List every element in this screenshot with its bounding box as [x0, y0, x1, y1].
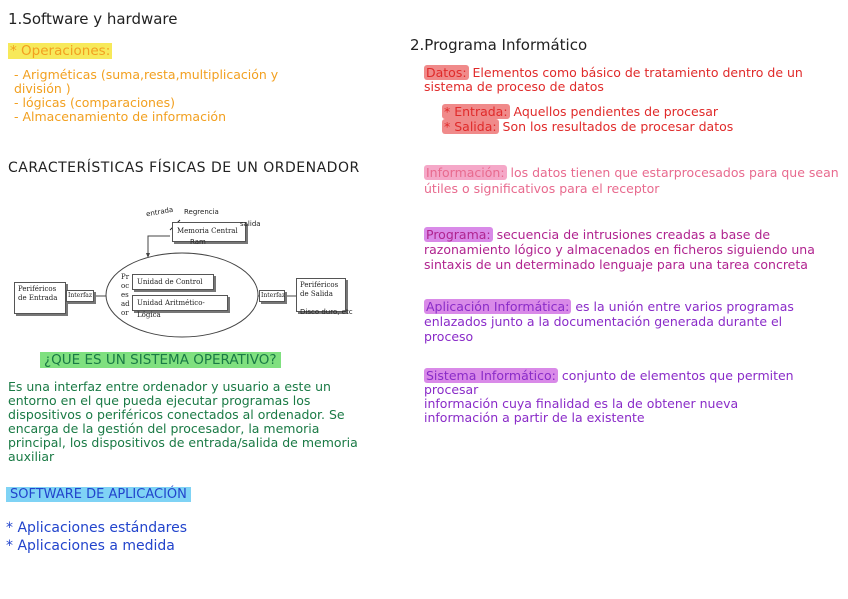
so-text-line: dispositivos o periféricos conectados al ordenador. Se	[8, 407, 345, 422]
annotation-entrada: entrada	[145, 205, 174, 219]
aplicacion-text: es la unión entre varios programas	[571, 299, 794, 314]
perifericos-salida-box: Periféricos de Salida	[296, 278, 346, 312]
procesador-label	[121, 273, 130, 318]
datos-term: Datos:	[426, 65, 467, 80]
software-item: * Aplicaciones estándares	[6, 520, 188, 536]
interfaz-left-box: Interfaz	[66, 290, 94, 302]
programa-text: secuencia de intrusiones creadas a base de	[492, 227, 771, 242]
informacion-text: los datos tienen que estarprocesados para que sean	[506, 165, 839, 180]
procesador-label-part: Pr	[121, 273, 130, 281]
computer-diagram	[0, 200, 400, 350]
datos-text: Elementos como básico de tratamiento dentro de un	[468, 65, 803, 80]
sistema-term: Sistema Informático:	[426, 368, 556, 383]
operaciones-item: - lógicas (comparaciones)	[14, 95, 175, 110]
aplicacion-definition	[424, 299, 794, 344]
programa-term: Programa:	[426, 227, 491, 242]
annotation-regrencia: Regrencia	[184, 208, 219, 216]
software-item: * Aplicaciones a medida	[6, 538, 175, 554]
informacion-definition	[424, 165, 839, 197]
annotation-salida: salida	[240, 220, 261, 228]
operaciones-item: - Almacenamiento de información	[14, 109, 226, 124]
aplicacion-text-line2: enlazados junto a la documentación generada durante el	[424, 314, 783, 329]
procesador-label-part: oc	[121, 282, 130, 290]
entrada-text: Aquellos pendientes de procesar	[509, 104, 719, 119]
unidad-aritmetica-box: Unidad Aritmético-Lógica	[132, 295, 228, 311]
datos-text-line2: sistema de proceso de datos	[424, 79, 604, 94]
so-text-line: auxiliar	[8, 449, 55, 464]
operaciones-heading	[8, 44, 112, 59]
aplicacion-text-line3: proceso	[424, 329, 474, 344]
salida-text: Son los resultados de procesar datos	[498, 119, 734, 134]
entrada-term: * Entrada:	[444, 104, 508, 119]
perifericos-entrada-box: Periféricos de Entrada	[14, 282, 66, 314]
software-aplicacion-title-text: SOFTWARE DE APLICACIÓN	[6, 487, 191, 502]
sistema-operativo-title-text: ¿QUE ES UN SISTEMA OPERATIVO?	[40, 352, 281, 368]
unidad-control-box: Unidad de Control	[132, 274, 214, 290]
salida-definition	[442, 119, 733, 134]
so-text-line: entorno en el que pueda ejecutar programas los	[8, 393, 311, 408]
sistema-definition	[424, 369, 848, 425]
programa-text-line3: sintaxis de un determinado lenguaje para una tarea concreta	[424, 257, 808, 272]
operaciones-item: división )	[14, 81, 71, 96]
memoria-central-box: Memoria Central	[172, 222, 246, 242]
so-text-line: encarga de la gestión del procesador, la memoria	[8, 421, 320, 436]
entrada-definition	[442, 104, 718, 119]
salida-term: * Salida:	[444, 119, 497, 134]
annotation-disco-duro: Disco duro, etc	[300, 308, 353, 316]
sistema-operativo-title	[40, 352, 281, 368]
sistema-text-line2: información cuya finalidad es la de obtener nueva	[424, 396, 739, 411]
software-aplicacion-title	[6, 487, 191, 502]
sistema-operativo-text	[8, 380, 358, 464]
annotation-ram: Ram	[190, 238, 206, 246]
procesador-label-part: ad	[121, 300, 130, 308]
section-title-software-hardware: 1.Software y hardware	[8, 10, 178, 28]
caracteristicas-title: CARACTERÍSTICAS FÍSICAS DE UN ORDENADOR	[8, 160, 360, 176]
operaciones-item: - Arigméticas (suma,resta,multiplicación y	[14, 67, 279, 82]
section-title-programa-informatico: 2.Programa Informático	[410, 36, 588, 54]
interfaz-right-box: Interfaz	[259, 290, 285, 302]
programa-text-line2: razonamiento lógico y almacenados en ficheros siguiendo una	[424, 242, 815, 257]
so-text-line: principal, los dispositivos de entrada/salida de memoria	[8, 435, 358, 450]
operaciones-heading-text: * Operaciones:	[10, 43, 111, 59]
aplicacion-term: Aplicación Informática:	[426, 299, 570, 314]
so-text-line: Es una interfaz entre ordenador y usuario a este un	[8, 379, 331, 394]
procesador-label-part: or	[121, 309, 129, 317]
programa-definition	[424, 227, 815, 272]
procesador-label-part: es	[121, 291, 129, 299]
informacion-term: Información:	[426, 165, 505, 180]
sistema-text: conjunto de elementos que permiten procesar	[424, 368, 794, 397]
sistema-text-line3: información a partir de la existente	[424, 410, 645, 425]
informacion-text-line2: útiles o significativos para el receptor	[424, 181, 660, 196]
datos-definition	[424, 66, 803, 94]
